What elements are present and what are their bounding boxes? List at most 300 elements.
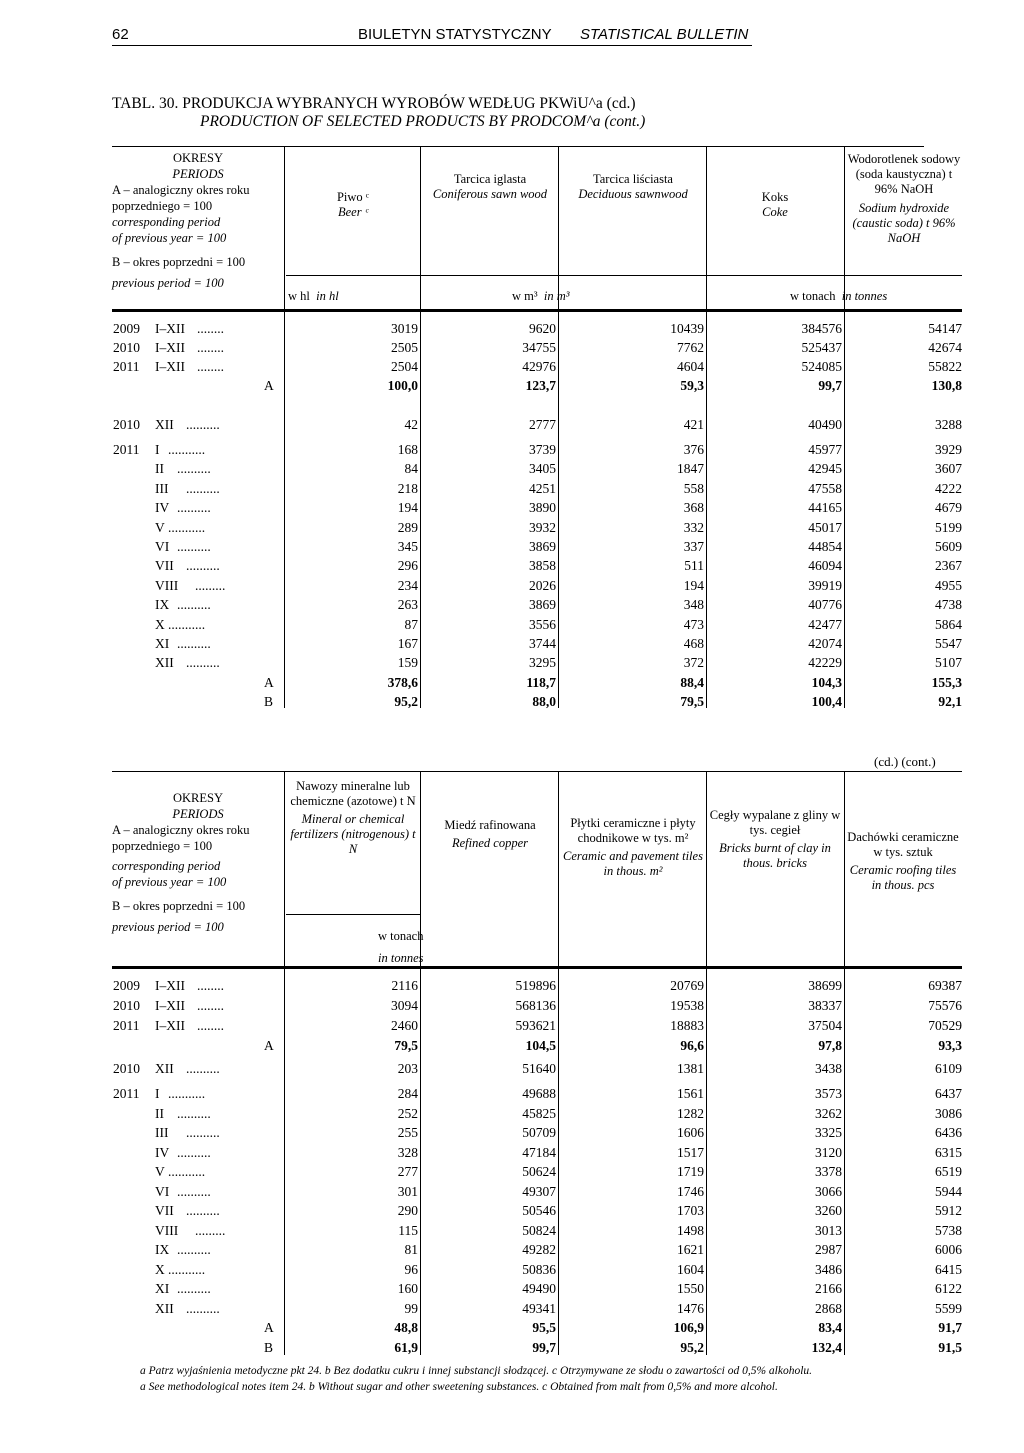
table-cell: 1604 bbox=[677, 1261, 704, 1277]
table-cell: 289 bbox=[397, 519, 418, 535]
table-cell: 1621 bbox=[677, 1242, 704, 1257]
table-cell: 2987 bbox=[815, 1242, 842, 1257]
leader-dots: ........... bbox=[168, 1164, 206, 1179]
table-cell: 104,3 bbox=[811, 674, 842, 690]
leader-dots: ........... bbox=[168, 1261, 206, 1277]
table-cell: 2777 bbox=[529, 417, 556, 432]
col-label-en: Sodium hydroxide (caustic soda) t 96% NaOH bbox=[852, 201, 956, 245]
unit-tonnes-pl: w tonach bbox=[378, 929, 424, 943]
row-period: V bbox=[155, 1164, 165, 1179]
table-cell: 59,3 bbox=[680, 378, 704, 393]
table-cell: 5609 bbox=[935, 539, 962, 554]
table-cell: 5738 bbox=[935, 1222, 962, 1238]
table-cell: 1381 bbox=[677, 1061, 704, 1076]
table-cell: 44165 bbox=[808, 500, 842, 516]
leader-dots: .......... bbox=[177, 1242, 211, 1257]
table-cell: 49341 bbox=[522, 1300, 556, 1316]
leader-dots: .......... bbox=[186, 1061, 220, 1076]
row-period: I bbox=[155, 442, 160, 457]
table-cell: 2367 bbox=[935, 558, 962, 574]
table-cell: 2460 bbox=[391, 1018, 418, 1033]
row-period: X bbox=[155, 616, 165, 632]
leader-dots: .......... bbox=[177, 1281, 211, 1296]
table-cell: 6437 bbox=[935, 1086, 962, 1101]
row-period: I bbox=[155, 1086, 160, 1101]
table-cell: 372 bbox=[683, 655, 704, 671]
table-cell: 328 bbox=[397, 1144, 418, 1160]
table-cell: 3438 bbox=[815, 1061, 842, 1076]
table-cell: 20769 bbox=[670, 978, 704, 993]
table-cell: 3325 bbox=[815, 1125, 842, 1140]
table-cell: 1476 bbox=[677, 1300, 704, 1316]
table-cell: 51640 bbox=[522, 1061, 556, 1076]
leader-dots: .......... bbox=[177, 500, 211, 516]
stub-a-pl2: poprzedniego = 100 bbox=[112, 839, 213, 853]
col-label-en: Beer ᶜ bbox=[337, 205, 368, 219]
table-cell: 473 bbox=[683, 616, 704, 632]
table-cell: 6109 bbox=[935, 1061, 962, 1076]
table-cell: 2166 bbox=[815, 1281, 842, 1296]
table-cell: 38699 bbox=[808, 978, 842, 993]
table-cell: 3288 bbox=[935, 417, 962, 432]
table-cell: 1550 bbox=[677, 1281, 704, 1296]
row-year: 2011 bbox=[113, 442, 140, 457]
table-cell: 88,4 bbox=[680, 674, 704, 690]
table-cell: 106,9 bbox=[673, 1320, 704, 1335]
table-cell: 91,5 bbox=[938, 1339, 962, 1355]
table-cell: 3556 bbox=[529, 616, 556, 632]
stub-b-en: previous period = 100 bbox=[112, 920, 224, 934]
table-cell: 234 bbox=[397, 577, 418, 593]
row-period: I–XII bbox=[155, 359, 185, 374]
table-cell: 4679 bbox=[935, 500, 962, 516]
table-cell: 194 bbox=[683, 577, 704, 593]
table-cell: 277 bbox=[397, 1164, 418, 1179]
bulletin-name-pl: BIULETYN STATYSTYCZNY bbox=[358, 26, 552, 43]
table-cell: 3890 bbox=[529, 500, 556, 516]
table-cell: 100,0 bbox=[387, 378, 418, 393]
table-cell: 3405 bbox=[529, 461, 556, 477]
row-year: 2010 bbox=[113, 998, 140, 1013]
col-header-copper bbox=[422, 818, 558, 851]
row-period: VII bbox=[155, 558, 174, 574]
unit-tonnes-en: in tonnes bbox=[378, 951, 424, 965]
unit-hl-en: in hl bbox=[316, 289, 339, 303]
stub-a-en1: corresponding period bbox=[112, 215, 221, 229]
table-cell: 50836 bbox=[522, 1261, 556, 1277]
col-label-pl: Dachówki ceramiczne w tys. sztuk bbox=[847, 830, 959, 859]
row-period: I–XII bbox=[155, 1018, 185, 1033]
column-rule bbox=[558, 146, 559, 708]
unit-tonnes-2 bbox=[378, 925, 423, 969]
column-rule bbox=[284, 771, 285, 1355]
row-period: A bbox=[264, 1038, 274, 1053]
stub-a-pl2: poprzedniego = 100 bbox=[112, 199, 213, 213]
table-cell: 2505 bbox=[391, 340, 418, 355]
running-header bbox=[112, 26, 752, 48]
row-period: B bbox=[264, 1339, 274, 1355]
col-label-en: Ceramic and pavement tiles in thous. m² bbox=[563, 849, 703, 878]
table-cell: 92,1 bbox=[938, 694, 962, 710]
col-header-coke bbox=[708, 190, 842, 220]
table-cell: 18883 bbox=[670, 1018, 704, 1033]
table-cell: 3869 bbox=[529, 539, 556, 554]
table-cell: 5547 bbox=[935, 636, 962, 651]
table-cell: 3739 bbox=[529, 442, 556, 457]
table-cell: 42945 bbox=[808, 461, 842, 477]
table-cell: 4738 bbox=[935, 597, 962, 613]
table-cell: 3858 bbox=[529, 558, 556, 574]
stub-b-en: previous period = 100 bbox=[112, 276, 224, 290]
row-period: VI bbox=[155, 539, 170, 554]
table-cell: 511 bbox=[684, 558, 704, 574]
row-period: I–XII bbox=[155, 321, 185, 336]
table-cell: 3486 bbox=[815, 1261, 842, 1277]
table-cell: 50624 bbox=[522, 1164, 556, 1179]
leader-dots: .......... bbox=[186, 655, 220, 671]
row-period: VII bbox=[155, 1203, 174, 1218]
column-rule bbox=[558, 771, 559, 1355]
table-cell: 49307 bbox=[522, 1183, 556, 1199]
stub-a-en2: of previous year = 100 bbox=[112, 231, 227, 245]
table-cell: 3932 bbox=[529, 519, 556, 535]
col-header-roofing-tiles bbox=[844, 830, 962, 893]
table-cell: 6436 bbox=[935, 1125, 962, 1140]
table-cell: 1719 bbox=[677, 1164, 704, 1179]
table-cell: 3744 bbox=[529, 636, 556, 651]
leader-dots: .......... bbox=[177, 1144, 211, 1160]
table-cell: 384576 bbox=[801, 321, 842, 336]
table-cell: 5599 bbox=[935, 1300, 962, 1316]
table-cell: 568136 bbox=[515, 998, 556, 1013]
row-period: V bbox=[155, 519, 165, 535]
col-header-beer bbox=[286, 190, 420, 220]
leader-dots: .......... bbox=[177, 636, 211, 651]
leader-dots: ........ bbox=[197, 1018, 224, 1033]
unit-hl-pl: w hl bbox=[288, 289, 310, 303]
table-cell: 96,6 bbox=[680, 1038, 704, 1053]
column-rule bbox=[284, 146, 285, 708]
table-cell: 203 bbox=[397, 1061, 418, 1076]
table-cell: 421 bbox=[683, 417, 704, 432]
table-cell: 558 bbox=[683, 480, 704, 496]
table-cell: 95,2 bbox=[680, 1339, 704, 1355]
table-cell: 345 bbox=[397, 539, 418, 554]
table2-header-rule bbox=[112, 966, 962, 969]
row-period: I–XII bbox=[155, 978, 185, 993]
row-period: II bbox=[155, 461, 164, 477]
table-cell: 37504 bbox=[808, 1018, 842, 1033]
table1-stub-head bbox=[112, 150, 284, 291]
row-period: A bbox=[264, 674, 274, 690]
leader-dots: .......... bbox=[186, 558, 220, 574]
col-label-pl: Miedź rafinowana bbox=[444, 818, 536, 832]
table-cell: 519896 bbox=[515, 978, 556, 993]
stub-okresy: OKRESY bbox=[172, 791, 223, 805]
leader-dots: ......... bbox=[195, 1222, 226, 1238]
leader-dots: .......... bbox=[177, 461, 211, 477]
row-year: 2010 bbox=[113, 417, 140, 432]
unit-m3-pl: w m³ bbox=[512, 289, 538, 303]
stub-b-pl: B – okres poprzedni = 100 bbox=[112, 899, 246, 913]
table-cell: 45017 bbox=[808, 519, 842, 535]
table-cell: 5864 bbox=[935, 616, 962, 632]
stub-a-pl1: A – analogiczny okres roku bbox=[112, 183, 250, 197]
table1-unit-rule bbox=[286, 275, 962, 276]
table-cell: 118,7 bbox=[526, 674, 556, 690]
leader-dots: ........... bbox=[168, 616, 206, 632]
table-cell: 95,5 bbox=[532, 1320, 556, 1335]
table-cell: 49490 bbox=[522, 1281, 556, 1296]
continuation-label: (cd.) (cont.) bbox=[874, 754, 936, 769]
col-header-sodium-hydroxide bbox=[846, 152, 962, 246]
row-year: 2010 bbox=[113, 1061, 140, 1076]
leader-dots: .......... bbox=[186, 1300, 220, 1316]
table-cell: 3262 bbox=[815, 1105, 842, 1121]
table-cell: 19538 bbox=[670, 998, 704, 1013]
table-cell: 46094 bbox=[808, 558, 842, 574]
leader-dots: ........... bbox=[168, 519, 206, 535]
table-cell: 5912 bbox=[935, 1203, 962, 1218]
row-period: I–XII bbox=[155, 340, 185, 355]
table-cell: 524085 bbox=[801, 359, 842, 374]
table-cell: 100,4 bbox=[811, 694, 842, 710]
table-cell: 39919 bbox=[808, 577, 842, 593]
stub-periods: PERIODS bbox=[172, 167, 224, 181]
row-period: II bbox=[155, 1105, 164, 1121]
table-cell: 6122 bbox=[935, 1281, 962, 1296]
table-cell: 42477 bbox=[808, 616, 842, 632]
table-cell: 99 bbox=[404, 1300, 418, 1316]
table-cell: 75576 bbox=[928, 998, 962, 1013]
page-number: 62 bbox=[112, 26, 129, 43]
row-period: IV bbox=[155, 1144, 170, 1160]
table-cell: 3066 bbox=[815, 1183, 842, 1199]
row-period: XII bbox=[155, 1300, 174, 1316]
row-period: A bbox=[264, 378, 274, 393]
table-cell: 3260 bbox=[815, 1203, 842, 1218]
table-cell: 45825 bbox=[522, 1105, 556, 1121]
table-cell: 167 bbox=[397, 636, 418, 651]
table-cell: 99,7 bbox=[532, 1339, 556, 1355]
col-header-fertilizers bbox=[286, 779, 420, 857]
row-period: III bbox=[155, 1125, 169, 1140]
table-cell: 5199 bbox=[935, 519, 962, 535]
table-cell: 123,7 bbox=[525, 378, 556, 393]
leader-dots: ........ bbox=[197, 321, 224, 336]
table-cell: 1561 bbox=[677, 1086, 704, 1101]
row-period: I–XII bbox=[155, 998, 185, 1013]
col-label-pl: Wodorotlenek sodowy (soda kaustyczna) t 96% NaOH bbox=[847, 152, 961, 196]
unit-tonnes-en: in tonnes bbox=[841, 289, 888, 303]
table-cell: 61,9 bbox=[394, 1339, 418, 1355]
table-cell: 2026 bbox=[529, 577, 556, 593]
table-cell: 42074 bbox=[808, 636, 842, 651]
table-cell: 87 bbox=[404, 616, 418, 632]
stub-a-en2: of previous year = 100 bbox=[112, 875, 227, 889]
row-year: 2010 bbox=[113, 340, 140, 355]
table-cell: 255 bbox=[397, 1125, 418, 1140]
col-header-coniferous bbox=[422, 172, 558, 202]
table-cell: 1847 bbox=[677, 461, 704, 477]
table-cell: 99,7 bbox=[818, 378, 842, 393]
stub-b-pl: B – okres poprzedni = 100 bbox=[112, 255, 246, 269]
table-cell: 3295 bbox=[529, 655, 556, 671]
table-cell: 263 bbox=[397, 597, 418, 613]
unit-tonnes bbox=[790, 289, 887, 304]
row-period: XII bbox=[155, 1061, 174, 1076]
table-cell: 48,8 bbox=[394, 1320, 418, 1335]
table-cell: 97,8 bbox=[818, 1038, 842, 1053]
leader-dots: ........ bbox=[197, 359, 224, 374]
table-cell: 593621 bbox=[515, 1018, 556, 1033]
table-cell: 301 bbox=[397, 1183, 418, 1199]
col-label-pl: Płytki ceramiczne i płyty chodnikowe w tys. m² bbox=[570, 816, 696, 845]
table-cell: 84 bbox=[404, 461, 418, 477]
table-cell: 42 bbox=[404, 417, 418, 432]
table-cell: 337 bbox=[683, 539, 704, 554]
stub-a-en1: corresponding period bbox=[112, 859, 221, 873]
table-cell: 44854 bbox=[808, 539, 842, 554]
leader-dots: ........ bbox=[197, 340, 224, 355]
column-rule bbox=[706, 146, 707, 708]
table-cell: 290 bbox=[397, 1203, 418, 1218]
unit-m3 bbox=[512, 289, 570, 304]
table2-top-rule bbox=[112, 771, 962, 772]
table-cell: 10439 bbox=[670, 321, 704, 336]
table-cell: 2504 bbox=[391, 359, 418, 374]
unit-m3-en: in m³ bbox=[543, 289, 570, 303]
table-cell: 93,3 bbox=[938, 1038, 962, 1053]
table-cell: 54147 bbox=[928, 321, 962, 336]
table-cell: 79,5 bbox=[680, 694, 704, 710]
leader-dots: .......... bbox=[177, 597, 211, 613]
table-cell: 1498 bbox=[677, 1222, 704, 1238]
title-pl: TABL. 30. PRODUKCJA WYBRANYCH WYROBÓW WEDŁUG PKWiU^a (cd.) bbox=[112, 95, 636, 112]
col-header-deciduous bbox=[560, 172, 706, 202]
row-period: XII bbox=[155, 655, 174, 671]
column-rule bbox=[706, 771, 707, 1355]
row-year: 2011 bbox=[113, 1086, 140, 1101]
table-cell: 83,4 bbox=[818, 1320, 842, 1335]
leader-dots: .......... bbox=[186, 1125, 220, 1140]
table-cell: 79,5 bbox=[394, 1038, 418, 1053]
stub-a-pl1: A – analogiczny okres roku bbox=[112, 823, 250, 837]
table-cell: 5944 bbox=[935, 1183, 962, 1199]
table-cell: 2116 bbox=[391, 978, 418, 993]
table2-unit-rule bbox=[286, 914, 420, 915]
row-year: 2009 bbox=[113, 321, 140, 336]
table-cell: 49282 bbox=[522, 1242, 556, 1257]
table-cell: 3086 bbox=[935, 1105, 962, 1121]
table-cell: 1703 bbox=[677, 1203, 704, 1218]
table-cell: 2868 bbox=[815, 1300, 842, 1316]
row-period: III bbox=[155, 480, 169, 496]
unit-hl bbox=[288, 289, 339, 304]
col-label-en: Mineral or chemical fertilizers (nitrogenous) t N bbox=[290, 812, 416, 856]
table-cell: 4604 bbox=[677, 359, 704, 374]
table-title bbox=[112, 95, 645, 131]
row-period: IX bbox=[155, 597, 170, 613]
table-cell: 88,0 bbox=[532, 694, 556, 710]
table-cell: 194 bbox=[397, 500, 418, 516]
header-rule bbox=[112, 45, 752, 46]
table-cell: 49688 bbox=[522, 1086, 556, 1101]
col-label-pl: Koks bbox=[761, 190, 789, 204]
leader-dots: .......... bbox=[186, 1203, 220, 1218]
table-cell: 468 bbox=[683, 636, 704, 651]
table-cell: 9620 bbox=[529, 321, 556, 336]
leader-dots: ........... bbox=[168, 1086, 206, 1101]
table-cell: 6415 bbox=[935, 1261, 962, 1277]
table-cell: 96 bbox=[404, 1261, 418, 1277]
table-cell: 132,4 bbox=[811, 1339, 842, 1355]
table-cell: 6519 bbox=[935, 1164, 962, 1179]
stub-okresy: OKRESY bbox=[172, 151, 223, 165]
row-period: XI bbox=[155, 636, 170, 651]
col-label-pl: Piwo ᶜ bbox=[336, 190, 370, 204]
table-cell: 104,5 bbox=[525, 1038, 556, 1053]
row-period: IX bbox=[155, 1242, 170, 1257]
table-cell: 91,7 bbox=[938, 1320, 962, 1335]
col-label-en: Refined copper bbox=[451, 836, 528, 850]
table-cell: 95,2 bbox=[394, 694, 418, 710]
leader-dots: .......... bbox=[186, 480, 220, 496]
row-period: VIII bbox=[155, 577, 179, 593]
leader-dots: .......... bbox=[186, 417, 220, 432]
table-cell: 284 bbox=[397, 1086, 418, 1101]
column-rule bbox=[844, 146, 845, 708]
leader-dots: ........... bbox=[168, 442, 206, 457]
col-label-en: Coniferous sawn wood bbox=[432, 187, 548, 201]
col-label-pl: Tarcica iglasta bbox=[453, 172, 527, 186]
table-cell: 3573 bbox=[815, 1086, 842, 1101]
column-rule bbox=[420, 771, 421, 1355]
bulletin-name-en: STATISTICAL BULLETIN bbox=[580, 26, 749, 43]
table-cell: 7762 bbox=[677, 340, 704, 355]
table-cell: 130,8 bbox=[931, 378, 962, 393]
row-period: B bbox=[264, 694, 274, 710]
table-cell: 296 bbox=[397, 558, 418, 574]
col-label-pl: Tarcica liściasta bbox=[593, 172, 673, 186]
table-cell: 50546 bbox=[522, 1203, 556, 1218]
row-period: XII bbox=[155, 417, 174, 432]
table-cell: 50709 bbox=[522, 1125, 556, 1140]
table-cell: 40490 bbox=[808, 417, 842, 432]
col-label-pl: Cegły wypalane z gliny w tys. cegieł bbox=[709, 808, 841, 837]
leader-dots: ........ bbox=[197, 998, 224, 1013]
col-label-en: Bricks burnt of clay in thous. bricks bbox=[719, 841, 831, 870]
unit-tonnes-pl: w tonach bbox=[790, 289, 836, 303]
table1-header-rule bbox=[112, 309, 962, 312]
table-cell: 47558 bbox=[808, 480, 842, 496]
col-label-en: Deciduous sawnwood bbox=[578, 187, 688, 201]
row-period: A bbox=[264, 1320, 274, 1335]
row-period: XI bbox=[155, 1281, 170, 1296]
table-cell: 81 bbox=[404, 1242, 418, 1257]
table-cell: 47184 bbox=[522, 1144, 556, 1160]
table1-top-rule bbox=[112, 146, 924, 147]
table-cell: 1517 bbox=[677, 1144, 704, 1160]
table-cell: 40776 bbox=[808, 597, 842, 613]
table-cell: 376 bbox=[683, 442, 704, 457]
leader-dots: .......... bbox=[177, 1183, 211, 1199]
table-cell: 38337 bbox=[808, 998, 842, 1013]
table2-stub-head bbox=[112, 790, 284, 935]
column-rule bbox=[844, 771, 845, 1355]
table-cell: 69387 bbox=[928, 978, 962, 993]
table-cell: 115 bbox=[398, 1222, 418, 1238]
